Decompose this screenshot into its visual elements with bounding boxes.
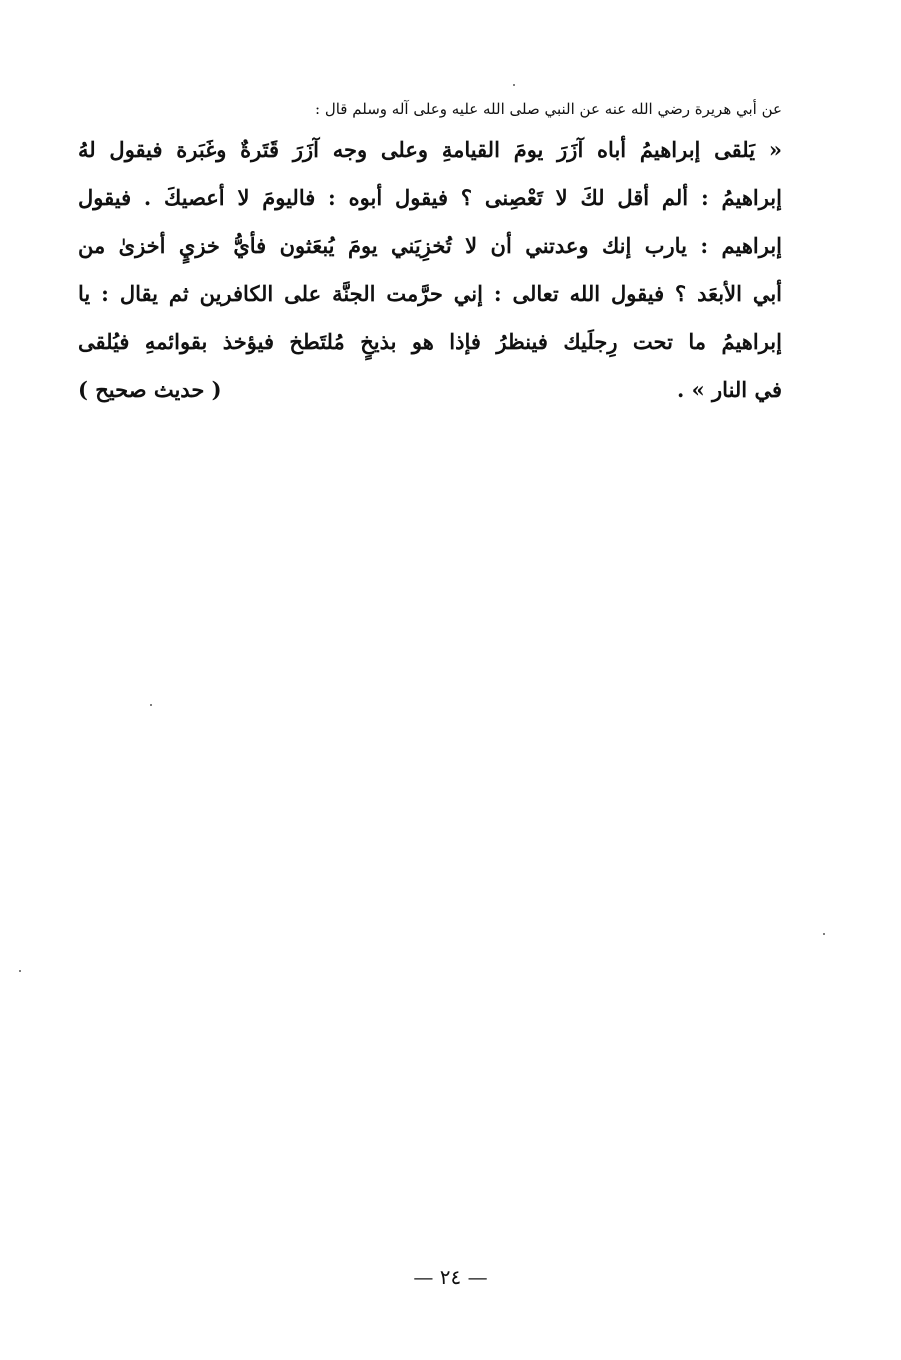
hadith-text-block [78, 126, 782, 414]
hadith-line: أبي الأبعَد ؟ فيقول الله تعالى : إني حرَّمت الجنَّة على الكافرين ثم يقال : يا [78, 281, 782, 306]
scan-speck [19, 970, 21, 972]
page-number: — ٢٤ — [413, 1265, 488, 1289]
hadith-line-end: في النار » . [676, 377, 782, 402]
hadith-line: إبراهيمُ : ألم أقل لكَ لا تَعْصِنى ؟ فيقول أبوه : فاليومَ لا أعصيكَ . فيقول [78, 185, 782, 210]
hadith-line: إبراهيم : يارب إنك وعدتني أن لا تُخزِيَني يومَ يُبعَثون فأيُّ خزيٍ أخزىٰ من [78, 233, 782, 258]
hadith-grading: ( حديث صحيح ) [78, 377, 222, 402]
hadith-line: « يَلقى إبراهيمُ أباه آزَرَ يومَ القيامةِ وعلى وجه آزَرَ قَتَرةٌ وغَبَرة فيقول لهُ [78, 137, 782, 162]
hadith-chain-intro: عن أبي هريرة رضي الله عنه عن النبي صلى الله عليه وعلى آله وسلم قال : [315, 100, 782, 118]
hadith-line: إبراهيمُ ما تحت رِجلَيك فينظرُ فإذا هو بذيخٍ مُلتَطخ فيؤخذ بقوائمهِ فيُلقى [78, 329, 782, 354]
scan-speck [150, 704, 152, 706]
scan-speck [513, 84, 515, 86]
scan-speck [823, 933, 825, 935]
hadith-last-line [78, 366, 782, 414]
